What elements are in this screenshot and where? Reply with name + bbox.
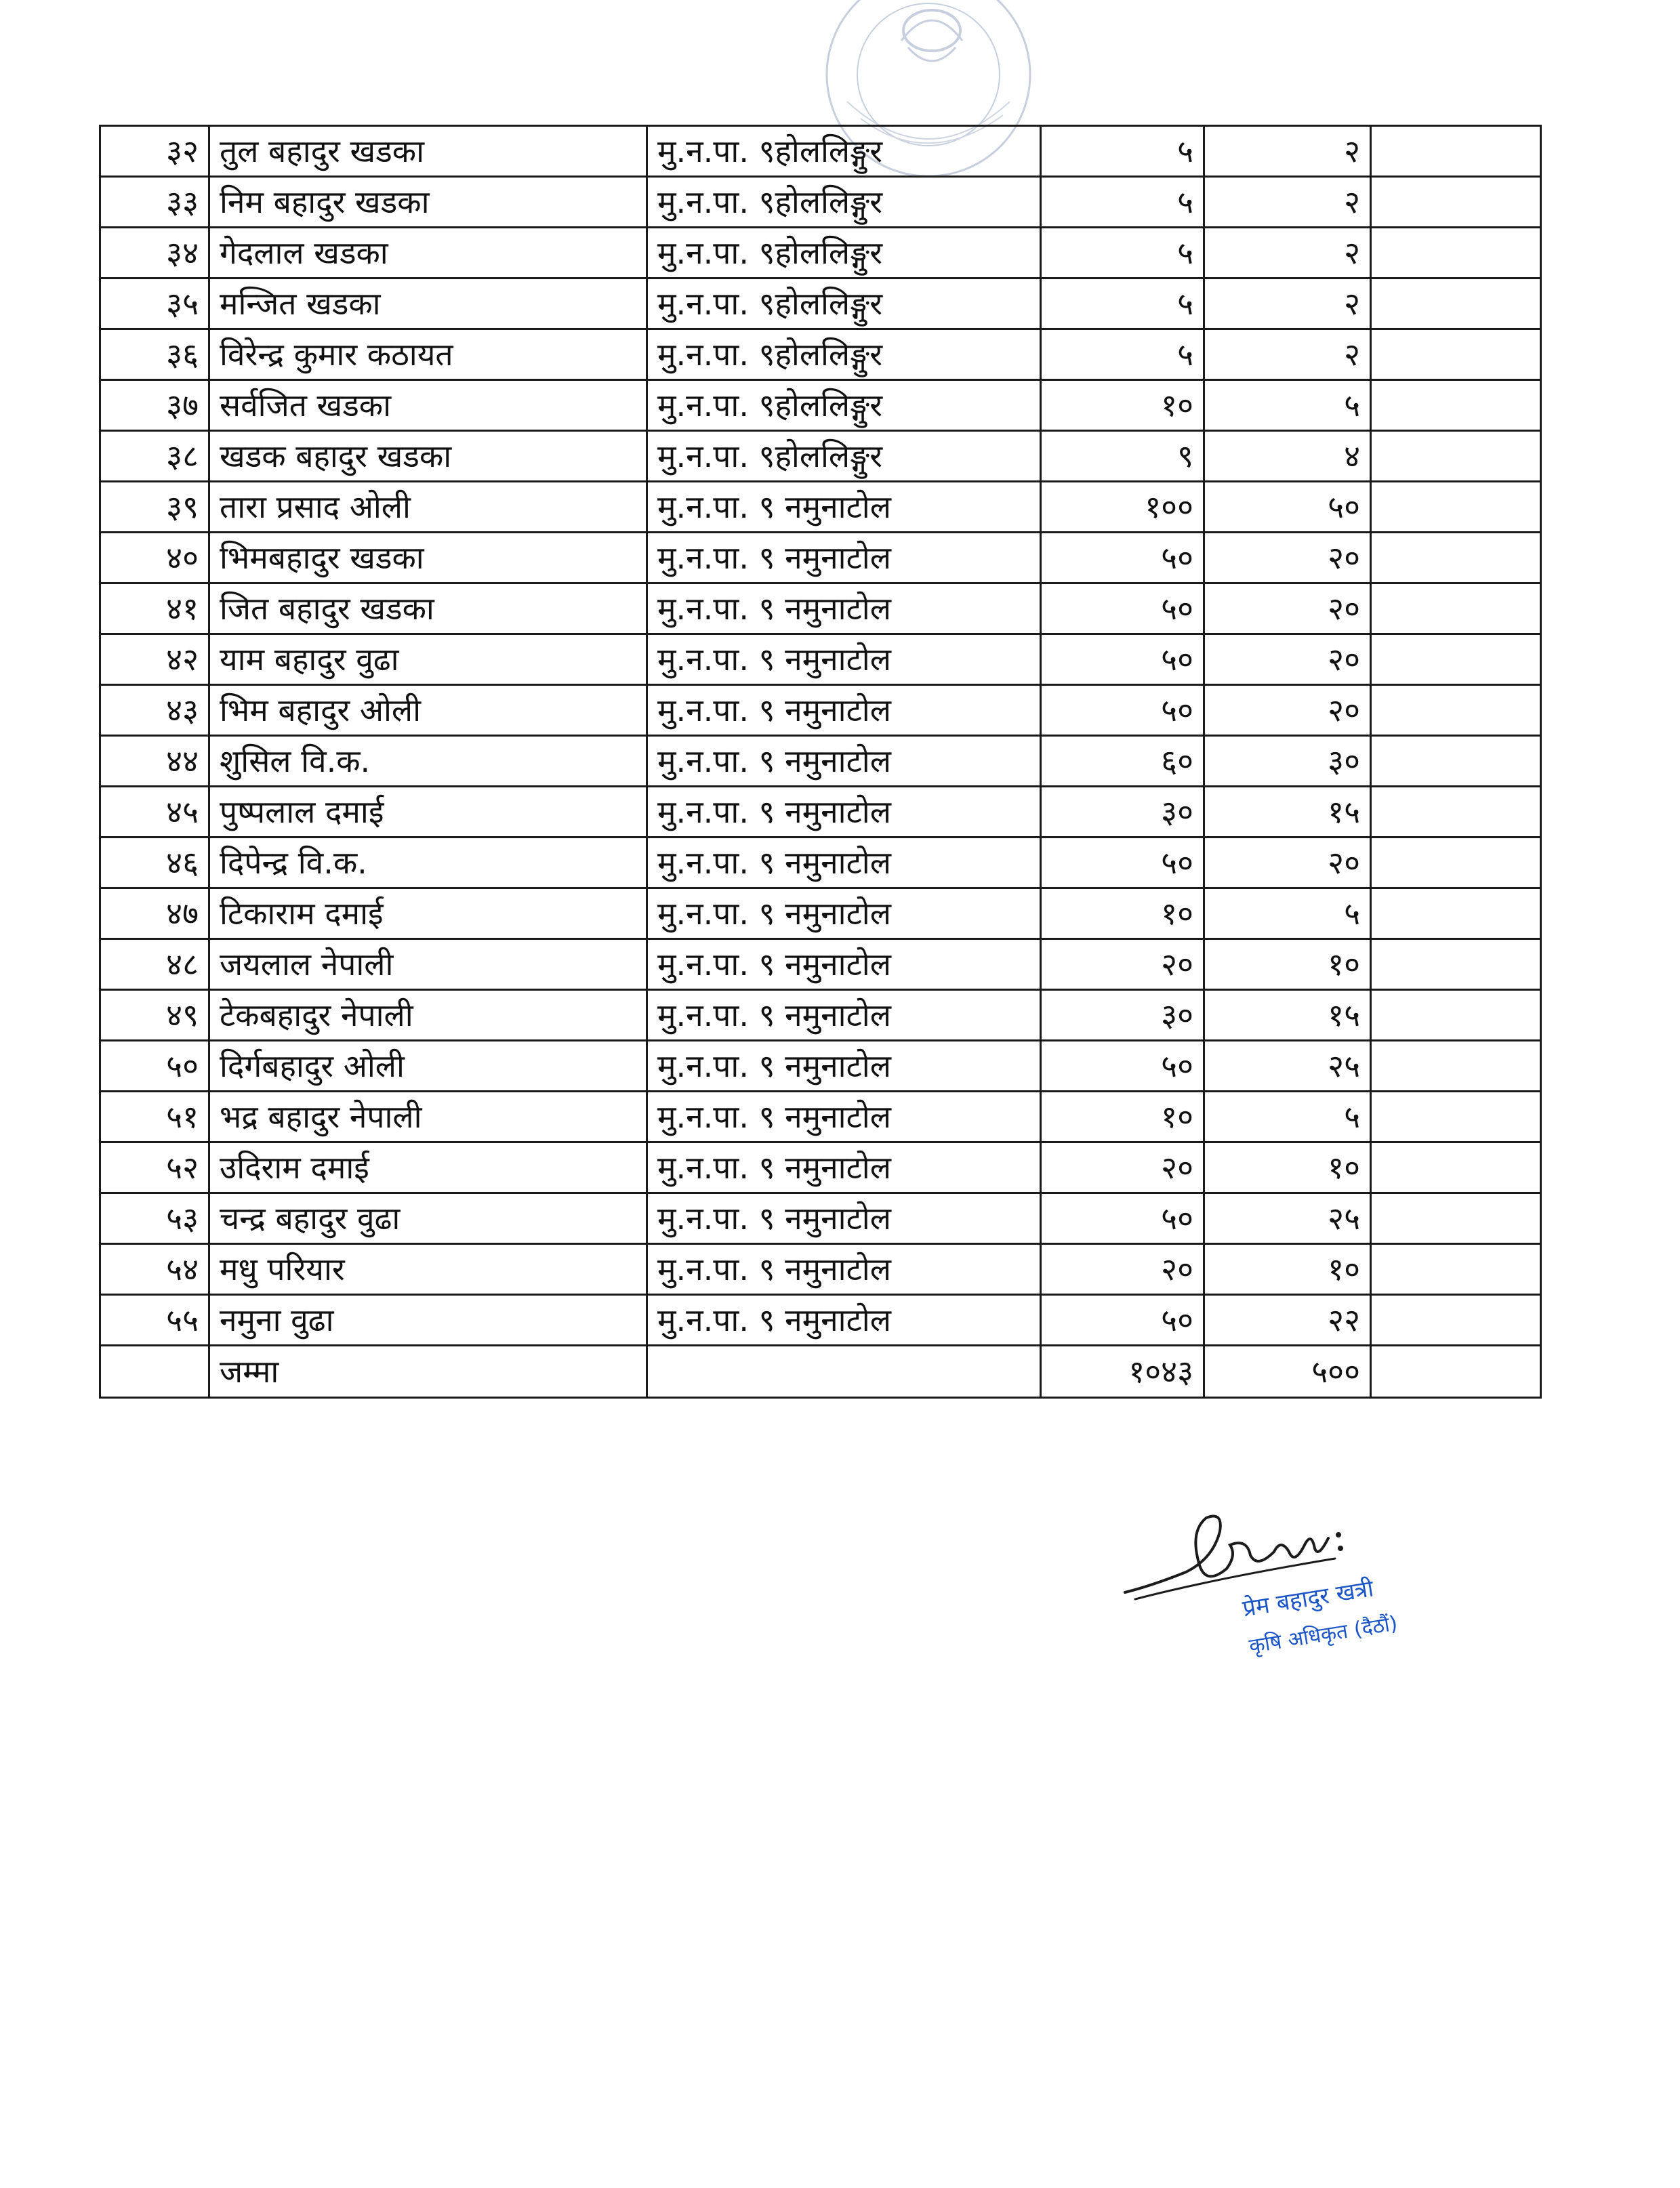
remarks-cell bbox=[1371, 329, 1541, 380]
signer-title: कृषि अधिकृत (दैठौं) bbox=[1247, 1611, 1399, 1659]
table-row bbox=[100, 838, 1541, 888]
quantity-a-cell: ५० bbox=[1041, 838, 1204, 888]
quantity-a-cell: ३० bbox=[1041, 990, 1204, 1041]
remarks-cell bbox=[1371, 533, 1541, 583]
address-cell: मु.न.पा. ९ नमुनाटोल bbox=[647, 838, 1041, 888]
name-cell: मन्जित खडका bbox=[209, 278, 647, 329]
table-row bbox=[100, 228, 1541, 278]
quantity-b-cell: ४ bbox=[1204, 431, 1371, 482]
quantity-a-cell: ५ bbox=[1041, 177, 1204, 228]
address-cell: मु.न.पा. ९होललिङ्गुर bbox=[647, 278, 1041, 329]
table-row bbox=[100, 939, 1541, 990]
address-cell: मु.न.पा. ९ नमुनाटोल bbox=[647, 990, 1041, 1041]
quantity-a-cell: ६० bbox=[1041, 736, 1204, 787]
name-cell: टेकबहादुर नेपाली bbox=[209, 990, 647, 1041]
serial-number-cell: ५३ bbox=[100, 1193, 209, 1244]
name-cell: भद्र बहादुर नेपाली bbox=[209, 1092, 647, 1142]
address-cell: मु.न.पा. ९ नमुनाटोल bbox=[647, 482, 1041, 533]
quantity-b-cell: २ bbox=[1204, 177, 1371, 228]
signer-name: प्रेम बहादुर खत्री bbox=[1240, 1575, 1376, 1623]
table-row bbox=[100, 685, 1541, 736]
address-cell: मु.न.पा. ९होललिङ्गुर bbox=[647, 228, 1041, 278]
serial-number-cell: ५२ bbox=[100, 1142, 209, 1193]
total-quantity-a-cell: १०४३ bbox=[1041, 1346, 1204, 1398]
quantity-a-cell: २० bbox=[1041, 939, 1204, 990]
name-cell: भिम बहादुर ओली bbox=[209, 685, 647, 736]
table-row bbox=[100, 787, 1541, 838]
quantity-b-cell: १० bbox=[1204, 1244, 1371, 1295]
quantity-a-cell: ३० bbox=[1041, 787, 1204, 838]
quantity-b-cell: २० bbox=[1204, 838, 1371, 888]
remarks-cell bbox=[1371, 431, 1541, 482]
quantity-a-cell: १० bbox=[1041, 380, 1204, 431]
total-address-blank-cell bbox=[647, 1346, 1041, 1398]
beneficiary-table bbox=[99, 125, 1542, 1399]
quantity-b-cell: २० bbox=[1204, 634, 1371, 685]
address-cell: मु.न.पा. ९होललिङ्गुर bbox=[647, 380, 1041, 431]
remarks-cell bbox=[1371, 380, 1541, 431]
name-cell: निम बहादुर खडका bbox=[209, 177, 647, 228]
quantity-b-cell: २ bbox=[1204, 228, 1371, 278]
name-cell: तुल बहादुर खडका bbox=[209, 126, 647, 177]
quantity-b-cell: ५ bbox=[1204, 1092, 1371, 1142]
address-cell: मु.न.पा. ९ नमुनाटोल bbox=[647, 1092, 1041, 1142]
name-cell: दिपेन्द्र वि.क. bbox=[209, 838, 647, 888]
quantity-a-cell: २० bbox=[1041, 1142, 1204, 1193]
total-quantity-b-cell: ५०० bbox=[1204, 1346, 1371, 1398]
remarks-cell bbox=[1371, 939, 1541, 990]
quantity-b-cell: २० bbox=[1204, 583, 1371, 634]
serial-number-cell: ४४ bbox=[100, 736, 209, 787]
serial-number-cell: ५१ bbox=[100, 1092, 209, 1142]
quantity-a-cell: ५ bbox=[1041, 228, 1204, 278]
quantity-b-cell: २ bbox=[1204, 126, 1371, 177]
table-row bbox=[100, 1193, 1541, 1244]
remarks-cell bbox=[1371, 482, 1541, 533]
name-cell: गेदलाल खडका bbox=[209, 228, 647, 278]
total-label-cell: जम्मा bbox=[209, 1346, 647, 1398]
quantity-a-cell: ९ bbox=[1041, 431, 1204, 482]
remarks-cell bbox=[1371, 1295, 1541, 1346]
address-cell: मु.न.पा. ९होललिङ्गुर bbox=[647, 177, 1041, 228]
name-cell: याम बहादुर वुढा bbox=[209, 634, 647, 685]
quantity-a-cell: ५० bbox=[1041, 1295, 1204, 1346]
address-cell: मु.न.पा. ९ नमुनाटोल bbox=[647, 533, 1041, 583]
quantity-b-cell: ३० bbox=[1204, 736, 1371, 787]
serial-number-cell: ४० bbox=[100, 533, 209, 583]
quantity-b-cell: २ bbox=[1204, 278, 1371, 329]
address-cell: मु.न.पा. ९ नमुनाटोल bbox=[647, 634, 1041, 685]
quantity-a-cell: ५० bbox=[1041, 634, 1204, 685]
quantity-b-cell: १० bbox=[1204, 939, 1371, 990]
table-body bbox=[100, 126, 1541, 1398]
name-cell: जित बहादुर खडका bbox=[209, 583, 647, 634]
serial-number-cell: ४२ bbox=[100, 634, 209, 685]
serial-number-cell: ३४ bbox=[100, 228, 209, 278]
remarks-cell bbox=[1371, 1193, 1541, 1244]
remarks-cell bbox=[1371, 1244, 1541, 1295]
address-cell: मु.न.पा. ९ नमुनाटोल bbox=[647, 888, 1041, 939]
quantity-b-cell: २० bbox=[1204, 685, 1371, 736]
quantity-a-cell: ५० bbox=[1041, 1041, 1204, 1092]
signature-block bbox=[1111, 1491, 1491, 1714]
remarks-cell bbox=[1371, 278, 1541, 329]
name-cell: नमुना वुढा bbox=[209, 1295, 647, 1346]
name-cell: जयलाल नेपाली bbox=[209, 939, 647, 990]
address-cell: मु.न.पा. ९ नमुनाटोल bbox=[647, 1142, 1041, 1193]
remarks-cell bbox=[1371, 1092, 1541, 1142]
quantity-a-cell: ५० bbox=[1041, 533, 1204, 583]
quantity-b-cell: २० bbox=[1204, 533, 1371, 583]
name-cell: पुष्पलाल दमाई bbox=[209, 787, 647, 838]
address-cell: मु.न.पा. ९ नमुनाटोल bbox=[647, 1244, 1041, 1295]
total-remarks-cell bbox=[1371, 1346, 1541, 1398]
quantity-a-cell: १०० bbox=[1041, 482, 1204, 533]
name-cell: शुसिल वि.क. bbox=[209, 736, 647, 787]
serial-number-cell: ४३ bbox=[100, 685, 209, 736]
table-row bbox=[100, 1092, 1541, 1142]
name-cell: तारा प्रसाद ओली bbox=[209, 482, 647, 533]
address-cell: मु.न.पा. ९होललिङ्गुर bbox=[647, 126, 1041, 177]
quantity-b-cell: १५ bbox=[1204, 990, 1371, 1041]
remarks-cell bbox=[1371, 1041, 1541, 1092]
serial-number-cell: ३५ bbox=[100, 278, 209, 329]
serial-number-cell: ३३ bbox=[100, 177, 209, 228]
quantity-b-cell: २२ bbox=[1204, 1295, 1371, 1346]
address-cell: मु.न.पा. ९ नमुनाटोल bbox=[647, 685, 1041, 736]
serial-number-cell: ४६ bbox=[100, 838, 209, 888]
remarks-cell bbox=[1371, 787, 1541, 838]
serial-number-cell: ४८ bbox=[100, 939, 209, 990]
serial-number-cell: ३६ bbox=[100, 329, 209, 380]
quantity-a-cell: १० bbox=[1041, 1092, 1204, 1142]
name-cell: दिर्गबहादुर ओली bbox=[209, 1041, 647, 1092]
remarks-cell bbox=[1371, 990, 1541, 1041]
quantity-b-cell: १० bbox=[1204, 1142, 1371, 1193]
name-cell: उदिराम दमाई bbox=[209, 1142, 647, 1193]
name-cell: खडक बहादुर खडका bbox=[209, 431, 647, 482]
quantity-b-cell: ५ bbox=[1204, 888, 1371, 939]
remarks-cell bbox=[1371, 126, 1541, 177]
remarks-cell bbox=[1371, 228, 1541, 278]
table-row bbox=[100, 329, 1541, 380]
quantity-a-cell: २० bbox=[1041, 1244, 1204, 1295]
address-cell: मु.न.पा. ९ नमुनाटोल bbox=[647, 736, 1041, 787]
name-cell: टिकाराम दमाई bbox=[209, 888, 647, 939]
remarks-cell bbox=[1371, 888, 1541, 939]
quantity-b-cell: २५ bbox=[1204, 1041, 1371, 1092]
name-cell: विरेन्द्र कुमार कठायत bbox=[209, 329, 647, 380]
table-row bbox=[100, 634, 1541, 685]
table-row bbox=[100, 380, 1541, 431]
address-cell: मु.न.पा. ९ नमुनाटोल bbox=[647, 939, 1041, 990]
quantity-b-cell: ५० bbox=[1204, 482, 1371, 533]
name-cell: चन्द्र बहादुर वुढा bbox=[209, 1193, 647, 1244]
remarks-cell bbox=[1371, 583, 1541, 634]
quantity-a-cell: ५० bbox=[1041, 685, 1204, 736]
address-cell: मु.न.पा. ९होललिङ्गुर bbox=[647, 329, 1041, 380]
name-cell: सर्वजित खडका bbox=[209, 380, 647, 431]
quantity-b-cell: २ bbox=[1204, 329, 1371, 380]
table-row bbox=[100, 736, 1541, 787]
remarks-cell bbox=[1371, 685, 1541, 736]
address-cell: मु.न.पा. ९ नमुनाटोल bbox=[647, 1193, 1041, 1244]
table-row bbox=[100, 888, 1541, 939]
serial-number-cell: ४१ bbox=[100, 583, 209, 634]
table-row bbox=[100, 990, 1541, 1041]
quantity-b-cell: २५ bbox=[1204, 1193, 1371, 1244]
quantity-a-cell: १० bbox=[1041, 888, 1204, 939]
quantity-a-cell: ५ bbox=[1041, 329, 1204, 380]
remarks-cell bbox=[1371, 736, 1541, 787]
table-row bbox=[100, 431, 1541, 482]
remarks-cell bbox=[1371, 177, 1541, 228]
quantity-a-cell: ५ bbox=[1041, 126, 1204, 177]
remarks-cell bbox=[1371, 1142, 1541, 1193]
remarks-cell bbox=[1371, 634, 1541, 685]
name-cell: मधु परियार bbox=[209, 1244, 647, 1295]
serial-number-cell: ३९ bbox=[100, 482, 209, 533]
serial-number-cell: ४७ bbox=[100, 888, 209, 939]
quantity-b-cell: १५ bbox=[1204, 787, 1371, 838]
quantity-a-cell: ५ bbox=[1041, 278, 1204, 329]
serial-number-cell: ३२ bbox=[100, 126, 209, 177]
serial-number-cell: ३८ bbox=[100, 431, 209, 482]
serial-number-cell: ४९ bbox=[100, 990, 209, 1041]
total-row bbox=[100, 1346, 1541, 1398]
address-cell: मु.न.पा. ९ नमुनाटोल bbox=[647, 1041, 1041, 1092]
table-row bbox=[100, 533, 1541, 583]
quantity-b-cell: ५ bbox=[1204, 380, 1371, 431]
name-cell: भिमबहादुर खडका bbox=[209, 533, 647, 583]
address-cell: मु.न.पा. ९होललिङ्गुर bbox=[647, 431, 1041, 482]
serial-number-cell: ५५ bbox=[100, 1295, 209, 1346]
serial-number-cell: ३७ bbox=[100, 380, 209, 431]
table-row bbox=[100, 1041, 1541, 1092]
quantity-a-cell: ५० bbox=[1041, 1193, 1204, 1244]
serial-number-cell: ४५ bbox=[100, 787, 209, 838]
table-row bbox=[100, 1142, 1541, 1193]
serial-number-cell: ५४ bbox=[100, 1244, 209, 1295]
quantity-a-cell: ५० bbox=[1041, 583, 1204, 634]
total-blank-cell bbox=[100, 1346, 209, 1398]
address-cell: मु.न.पा. ९ नमुनाटोल bbox=[647, 787, 1041, 838]
serial-number-cell: ५० bbox=[100, 1041, 209, 1092]
table-row bbox=[100, 278, 1541, 329]
address-cell: मु.न.पा. ९ नमुनाटोल bbox=[647, 583, 1041, 634]
table-row bbox=[100, 1295, 1541, 1346]
table-row bbox=[100, 177, 1541, 228]
remarks-cell bbox=[1371, 838, 1541, 888]
table-row bbox=[100, 1244, 1541, 1295]
table-row bbox=[100, 583, 1541, 634]
address-cell: मु.न.पा. ९ नमुनाटोल bbox=[647, 1295, 1041, 1346]
table-row bbox=[100, 482, 1541, 533]
table-row bbox=[100, 126, 1541, 177]
